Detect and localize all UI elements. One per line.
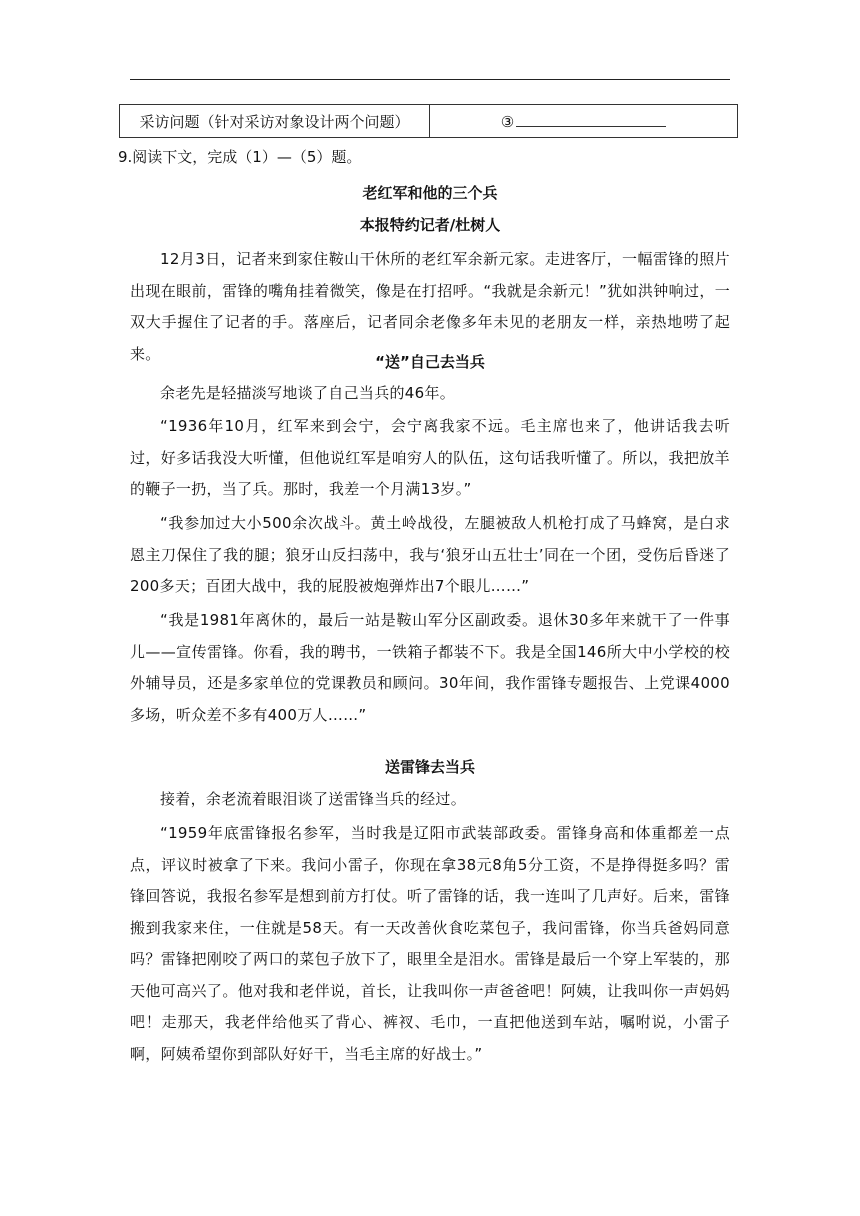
article-byline: 本报特约记者/杜树人 <box>359 216 501 234</box>
section2-paragraph-2: “1959年底雷锋报名参军，当时我是辽阳市武装部政委。雷锋身高和体重都差一点点，评议时被拿了下来。我问小雷子，你现在拿38元8角5分工资，不是挣得挺多吗？雷锋回答说，我报名参军是想到前方打仗。听了雷锋的话，我一连叫了几声好。后来，雷锋搬到我家来住，一住就是58天。有一天改善伙食吃菜包子，我问雷锋，你当兵爸妈同意吗？雷锋把刚咬了两口的菜包子放下了，眼里全是泪水。雷锋是最后一个穿上军装的，那天他可高兴了。他对我和老伴说，首长，让我叫你一声爸爸吧！阿姨，让我叫你一声妈妈吧！走那天，我老伴给他买了背心、裤衩、毛巾，一直把他送到车站，嘱咐说，小雷子啊，阿姨希望你到部队好好干，当毛主席的好战士。” <box>130 824 730 1063</box>
answer-number: ③ <box>500 112 515 131</box>
section1-paragraph-1: 余老先是轻描淡写地谈了自己当兵的46年。 <box>160 384 456 402</box>
answer-blank <box>516 112 666 127</box>
section2-paragraph-1: 接着，余老流着眼泪谈了送雷锋当兵的经过。 <box>160 790 467 808</box>
section-heading-2: 送雷锋去当兵 <box>384 758 475 776</box>
section1-paragraph-2: “1936年10月，红军来到会宁，会宁离我家不远。毛主席也来了，他讲话我去听过，好多话我没大听懂，但他说红军是咱穷人的队伍，这句话我听懂了。所以，我把放羊的鞭子一扔，当了兵。那时，我差一个月满13岁。” <box>130 417 730 498</box>
table-row <box>120 105 738 138</box>
interview-table <box>119 104 738 138</box>
intro-paragraph: 12月3日，记者来到家住鞍山干休所的老红军余新元家。走进客厅，一幅雷锋的照片出现在眼前，雷锋的嘴角挂着微笑，像是在打招呼。“我就是余新元！”犹如洪钟响过，一双大手握住了记者的手。落座后，记者同余老像多年未见的老朋友一样，亲热地唠了起来。 <box>130 250 730 363</box>
section1-paragraph-3: “我参加过大小500余次战斗。黄土岭战役，左腿被敌人机枪打成了马蜂窝，是白求恩主刀保住了我的腿；狼牙山反扫荡中，我与‘狼牙山五壮士’同在一个团，受伤后昏迷了200多天；百团大战中，我的屁股被炮弹炸出7个眼儿……” <box>130 514 730 595</box>
section-heading-1: “送”自己去当兵 <box>375 353 485 371</box>
header-rule <box>130 79 730 80</box>
question-instruction: 9.阅读下文，完成（1）—（5）题。 <box>118 148 362 166</box>
table-cell-label: 采访问题（针对采访对象设计两个问题） <box>120 105 430 138</box>
section1-paragraph-4: “我是1981年离休的，最后一站是鞍山军分区副政委。退休30多年来就干了一件事儿——宣传雷锋。你看，我的聘书，一铁箱子都装不下。我是全国146所大中小学校的校外辅导员，还是多家单位的党课教员和顾问。30年间，我作雷锋专题报告、上党课4000多场，听众差不多有400万人……” <box>130 611 730 724</box>
table-cell-answer <box>430 105 738 138</box>
article-title: 老红军和他的三个兵 <box>362 184 498 202</box>
